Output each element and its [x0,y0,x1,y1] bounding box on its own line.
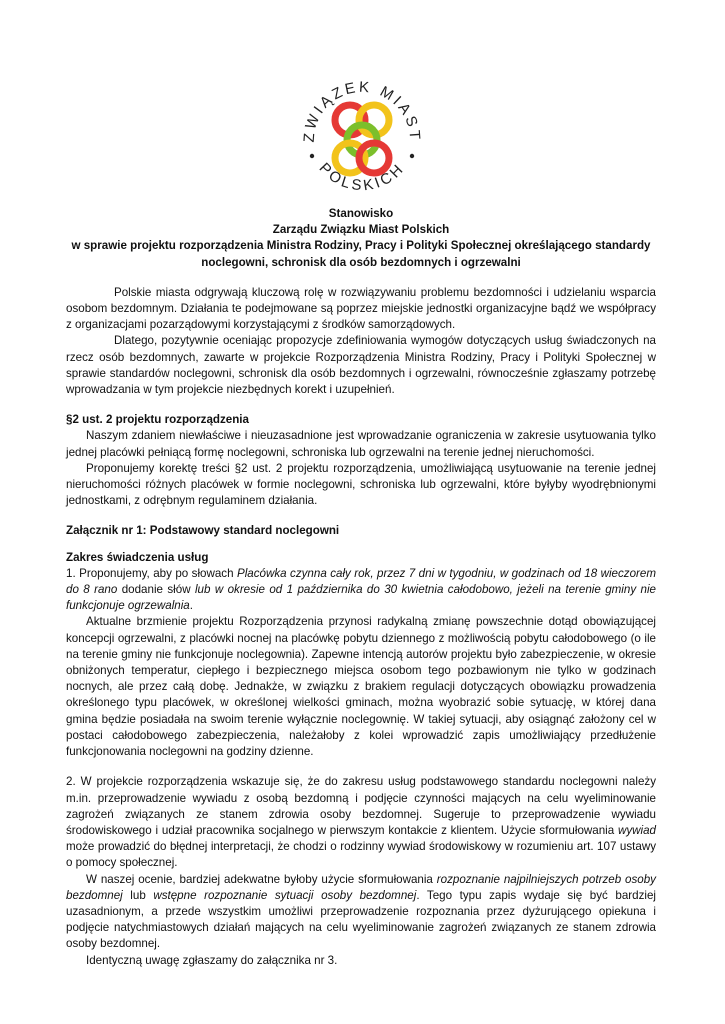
section-2-paragraph-1: 1. Proponujemy, aby po słowach Placówka czynna cały rok, przez 7 dni w tygodniu, w godzinach od 18 wieczorem do 8 rano dodanie słów lub w okresie od 1 października do 30 kwietnia całodobowo, jeżeli na terenie gminy nie funkcjonuje ogrzewalnia. [66,566,657,613]
intro-paragraph-1: Polskie miasta odgrywają kluczową rolę w rozwiązywaniu problemu bezdomności i udzielaniu wsparcia osobom bezdomnym. Działania te podejmowane są poprzez miejskie jednostki organizacyjne bądź we współpracy z organizacjami pozarządowymi korzystającymi z środków samorządowych. [66,285,656,332]
section-2-paragraph-4: W naszej ocenie, bardziej adekwatne byłoby użycie sformułowania rozpoznanie najpilniejszych potrzeb osoby bezdomnej lub wstępne rozpoznanie sytuacji osoby bezdomnej. Tego typu zapis wydaje się być bardziej uzasadnionym, a przede wszystkim umożliwi przeprowadzenie rozpoznania przez dyżurującego opiekuna i podjęcie natychmiastowych działań mających na celu wyeliminowanie zagrożeń związanych ze stanem zdrowia osoby bezdomnej. [66,872,657,951]
zmp-logo [292,66,432,206]
section-2-heading: Załącznik nr 1: Podstawowy standard noclegowni [66,524,340,538]
section-2-paragraph-3: 2. W projekcie rozporządzenia wskazuje się, że do zakresu usług podstawowego standardu noclegowni należy m.in. przeprowadzenie wywiadu z osobą bezdomną i podjęcie czynności mających na celu wyeliminowanie zagrożeń związanych ze stanem zdrowia osoby bezdomnej. Sugeruje to przeprowadzenie wywiadu środowiskowego i udział pracownika socjalnego w pierwszym kontakcie z klientem. Użycie sformułowania wywiad może prowadzić do błędnej interpretacji, że chodzi o rodzinny wywiad środowiskowy w rozumieniu art. 107 ustawy o pomocy społecznej. [66,775,656,870]
section-2-subheading: Zakres świadczenia usług [66,550,209,564]
title-line-4: noclegowni, schronisk dla osób bezdomnych i ogrzewalni [201,255,521,269]
intro-paragraph-2: Dlatego, pozytywnie oceniając propozycje zdefiniowania wymogów dotyczących usług świadczonych na rzecz osób bezdomnych, zawarte w projekcie Rozporządzenia Ministra Rodziny, Pracy i Polityki Społecznej w sprawie standardów noclegowni, schronisk dla osób bezdomnych i ogrzewalni, równocześnie zgłaszamy potrzebę wprowadzania w tym projekcie niezbędnych korekt i uzupełnień. [66,334,656,397]
section-1-heading: §2 ust. 2 projektu rozporządzenia [66,413,249,427]
logo-text-bottom: POLSKICH [315,159,409,195]
logo-dot-left [310,154,314,158]
document-body [66,206,656,969]
section-1-paragraph-2: Proponujemy korektę treści §2 ust. 2 projektu rozporządzenia, umożliwiającą usytuowanie na terenie jednej nieruchomości różnych placówek w formie noclegowni, schroniska lub ogrzewalni, które byłyby wyodrębnionymi jednostkami, z odrębnym regulaminem działania. [66,461,656,508]
title-line-3: w sprawie projektu rozporządzenia Ministra Rodziny, Pracy i Polityki Społecznej określającego standardy [71,239,651,253]
section-1-paragraph-1: Naszym zdaniem niewłaściwe i nieuzasadnione jest wprowadzanie ograniczenia w zakresie usytuowania tylko jednej placówki pełniącą formę noclegowni, schroniska lub ogrzewalni na terenie jednej nieruchomości. [66,429,656,459]
logo-dot-right [410,154,414,158]
title-block [66,206,656,271]
title-line-1: Stanowisko [328,207,394,220]
logo-rings [335,105,389,173]
logo-text-top: ZWIĄZEK MIAST [300,78,424,143]
section-2-paragraph-5: Identyczną uwagę zgłaszamy do załącznika nr 3. [86,953,338,967]
title-line-2: Zarządu Związku Miast Polskich [272,223,450,237]
section-2-paragraph-2: Aktualne brzmienie projektu Rozporządzenia przynosi radykalną zmianę powszechnie dotąd obowiązującej koncepcji ogrzewalni, z placówki nocnej na placówkę pobytu dziennego z możliwością pobytu całodobowego (o ile na terenie gminy nie funkcjonuje noclegownia). Zapewne intencją autorów projektu było zabezpieczenie, w okresie obniżonych temperatur, ciepłego i bezpiecznego miejsca osobom tego pozbawionym nie tylko w godzinach nocnych, ale przez całą dobę. Jednakże, w związku z brakiem regulacji dotyczących obowiązku prowadzenia określonego typu placówek, w określonej wielkości gminach, można wyobrazić sobie sytuację, w której dana gmina będzie posiadała na swoim terenie wyłącznie noclegownię. W takiej sytuacji, aby osiągnąć założony cel w postaci całodobowego zabezpieczenia, należałoby z kolei wprowadzić zapis umożliwiający przedłużenie funkcjonowania noclegowni na godziny dzienne. [66,615,656,759]
